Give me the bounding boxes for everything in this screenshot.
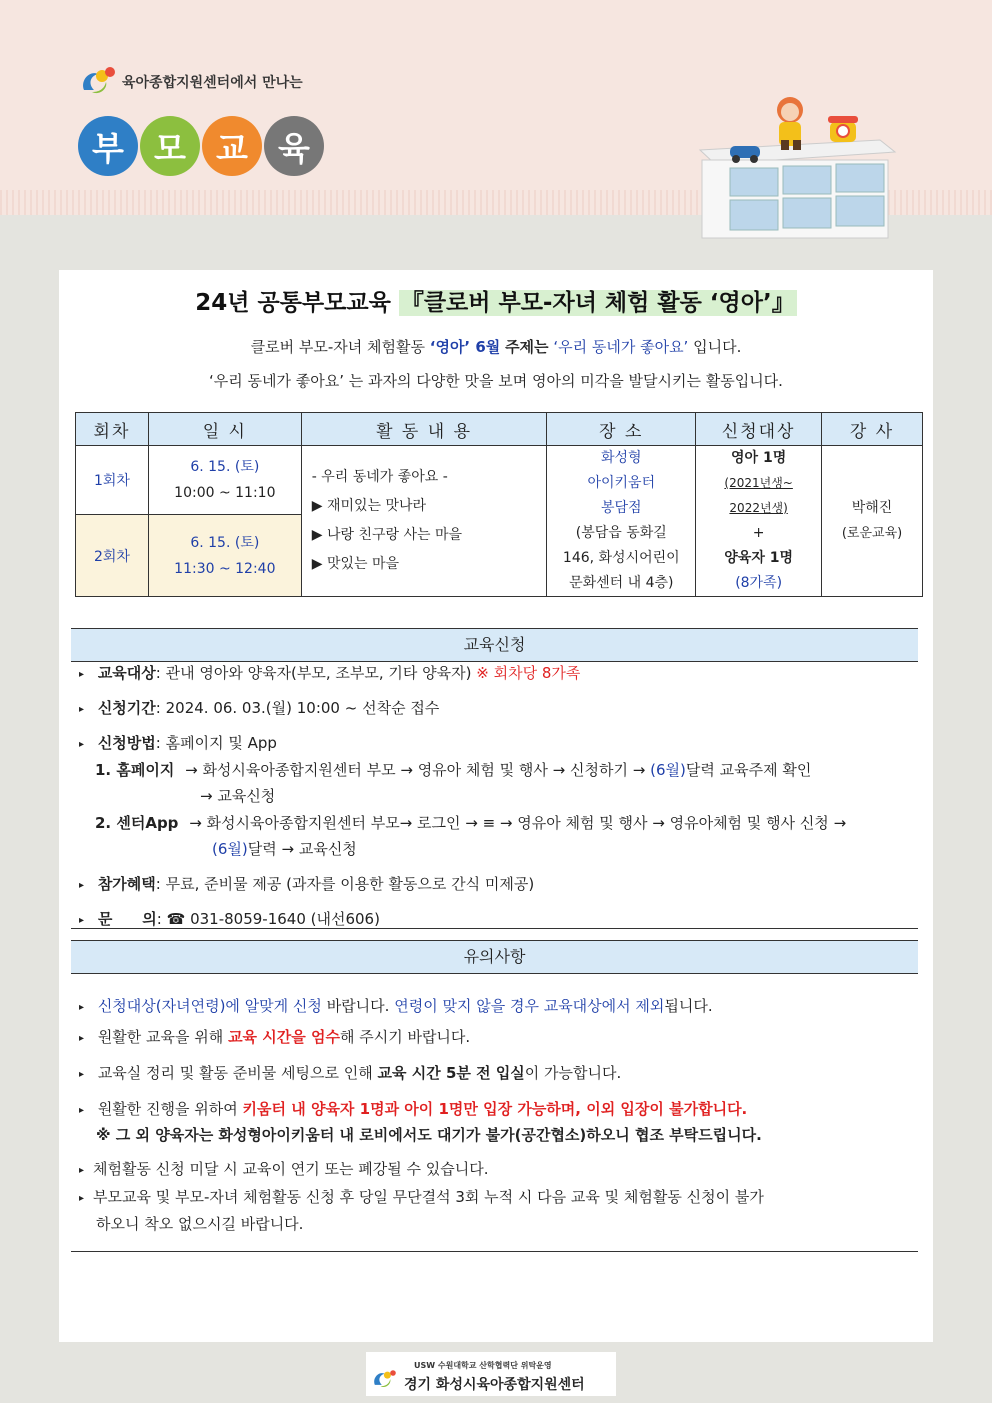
footer-logo xyxy=(366,1352,616,1396)
activity-item: ▶ 맛있는 마을 xyxy=(311,556,400,572)
title-prefix: 24년 공통부모교육 xyxy=(195,290,391,316)
note-item xyxy=(79,1026,470,1047)
teacher-cell xyxy=(822,446,923,597)
value: : 2024. 06. 03.(월) 10:00 ~ 선착순 접수 xyxy=(155,699,440,717)
method-app xyxy=(95,812,846,833)
activity-title: - 우리 동네가 좋아요 - xyxy=(311,469,448,485)
steps: → 화성시육아종합지원센터 부모→ 로그인 → ≡ → 영유아 체험 및 행사 → 영유아체험 및 행사 신청 → xyxy=(189,814,847,832)
intro-line-2: ‘우리 동네가 좋아요’ 는 과자의 다양한 맛을 보며 영아의 미각을 발달시키는 활동입니다. xyxy=(209,372,783,390)
header-subtitle: 육아종합지원센터에서 만나는 xyxy=(122,75,303,91)
activity-item: ▶ 재미있는 맛나라 xyxy=(311,498,427,514)
label: 1. 홈페이지 xyxy=(95,761,175,779)
value: : 무료, 준비물 제공 (과자를 이용한 활동으로 간식 미제공) xyxy=(155,875,535,893)
month: (6월) xyxy=(650,761,686,779)
col-header-session: 회차 xyxy=(76,413,149,446)
date-text: 6. 15. (토) xyxy=(190,534,260,551)
note-item: ▸ 체험활동 신청 미달 시 교육이 연기 또는 폐강될 수 있습니다. xyxy=(79,1158,488,1179)
session-cell: 1회차 xyxy=(76,446,149,515)
footer-operator: USW 수원대학교 산학협력단 위탁운영 xyxy=(414,1361,552,1370)
target-line: (2021년생~ xyxy=(724,476,793,490)
place-line: 146, 화성시어린이 xyxy=(562,550,680,566)
target-line: (8가족) xyxy=(735,575,783,591)
table-row xyxy=(76,446,923,515)
intro-month: ‘영아’ 6월 xyxy=(429,338,501,356)
note-item xyxy=(79,1062,621,1083)
time-text: 10:00 ~ 11:10 xyxy=(174,485,276,502)
intro-theme: ‘우리 동네가 좋아요’ xyxy=(553,338,689,356)
apply-benefit-item xyxy=(79,873,534,894)
section-divider xyxy=(71,928,918,929)
teacher-name: 박해진 xyxy=(851,500,893,516)
place-line: 화성형 xyxy=(601,450,642,466)
col-header-teacher: 강 사 xyxy=(822,413,923,446)
document-title xyxy=(0,284,992,317)
note-text: 키움터 내 양육자 1명과 아이 1명만 입장 가능하며, 이외 입장이 불가합니다. xyxy=(242,1100,748,1118)
note-text: 연령이 맞지 않을 경우 교육대상에서 제외 xyxy=(394,997,665,1015)
intro-text-e: 입니다. xyxy=(693,338,742,356)
datetime-cell xyxy=(148,515,301,597)
target-line: 2022년생) xyxy=(729,501,788,515)
toy-shelf-illustration xyxy=(690,90,900,240)
note-item xyxy=(79,995,713,1016)
label: 문 의 xyxy=(97,910,157,928)
activity-cell xyxy=(301,446,547,597)
label: 교육대상 xyxy=(97,664,156,682)
note-text: 해 주시기 바랍니다. xyxy=(339,1028,471,1046)
place-line: 문화센터 내 4층) xyxy=(569,575,674,591)
badge-gyo: 교 xyxy=(202,116,262,176)
note-text: 됩니다. xyxy=(664,997,713,1015)
method-homepage xyxy=(95,759,811,780)
apply-section-heading: 교육신청 xyxy=(71,628,918,662)
apply-method-item xyxy=(79,732,277,753)
center-logo-icon xyxy=(372,1368,400,1392)
note-text: 바랍니다. xyxy=(326,997,390,1015)
section-divider xyxy=(71,1251,918,1252)
footer-center-name: 경기 화성시육아종합지원센터 xyxy=(404,1377,585,1393)
label: 참가혜택 xyxy=(97,875,156,893)
note: ※ 회차당 8가족 xyxy=(476,664,581,682)
note-item-cont: 하오니 착오 없으시길 바랍니다. xyxy=(96,1215,304,1233)
intro-line-1 xyxy=(0,336,992,357)
apply-target-item xyxy=(79,662,580,683)
badge-yuk: 육 xyxy=(264,116,324,176)
place-line: (봉담읍 동화길 xyxy=(575,525,667,541)
col-header-activity: 활 동 내 용 xyxy=(301,413,547,446)
activity-item: ▶ 나랑 친구랑 사는 마을 xyxy=(311,527,463,543)
table-header-row xyxy=(76,413,923,446)
label: 신청기간 xyxy=(97,699,156,717)
note-text: 교육 시간 5분 전 입실 xyxy=(377,1064,525,1082)
note-subitem: ※ 그 외 양육자는 화성형아이키움터 내 로비에서도 대기가 불가(공간협소)하오니 협조 부탁드립니다. xyxy=(96,1126,762,1144)
session-cell: 2회차 xyxy=(76,515,149,597)
place-line: 봉담점 xyxy=(601,500,642,516)
center-logo-icon xyxy=(78,62,118,102)
month: (6월) xyxy=(212,840,248,858)
place-line: 아이키움터 xyxy=(587,475,656,491)
title-highlight: 『클로버 부모-자녀 체험 활동 ‘영아’』 xyxy=(400,290,795,316)
date-text: 6. 15. (토) xyxy=(190,459,260,476)
note-item xyxy=(79,1098,747,1119)
note-text: 신청대상(자녀연령)에 알맞게 신청 xyxy=(97,997,322,1015)
schedule-table xyxy=(75,412,923,597)
time-text: 11:30 ~ 12:40 xyxy=(174,560,276,577)
note-text: 교육 시간을 엄수 xyxy=(228,1028,340,1046)
apply-contact-item xyxy=(79,908,380,929)
intro-text-a: 클로버 부모-자녀 체험활동 xyxy=(250,338,425,356)
steps: → 화성시육아종합지원센터 부모 → 영유아 체험 및 행사 → 신청하기 → xyxy=(185,761,646,779)
value: : 홈페이지 및 App xyxy=(155,734,277,752)
col-header-datetime: 일 시 xyxy=(148,413,301,446)
steps-end: 달력 → 교육신청 xyxy=(247,840,357,858)
note-text: 이 가능합니다. xyxy=(524,1064,622,1082)
badge-bu: 부 xyxy=(78,116,138,176)
target-line: + xyxy=(752,525,765,541)
intro-text-c: 주제는 xyxy=(505,338,549,356)
notes-section-heading: 유의사항 xyxy=(71,940,918,974)
apply-period-item xyxy=(79,697,439,718)
teacher-org: (로운교육) xyxy=(841,526,903,541)
target-line: 영아 1명 xyxy=(731,450,787,466)
header-logo-row xyxy=(78,62,303,102)
method-homepage-cont: → 교육신청 xyxy=(200,787,276,805)
note-text: 원활한 교육을 위해 xyxy=(97,1028,224,1046)
target-cell xyxy=(696,446,822,597)
col-header-target: 신청대상 xyxy=(696,413,822,446)
target-line: 양육자 1명 xyxy=(724,550,793,566)
badge-mo: 모 xyxy=(140,116,200,176)
value: : 관내 영아와 양육자(부모, 조부모, 기타 양육자) xyxy=(155,664,472,682)
note-item: ▸ 부모교육 및 부모-자녀 체험활동 신청 후 당일 무단결석 3회 누적 시 다음 교육 및 체험활동 신청이 불가 xyxy=(79,1186,764,1207)
place-cell xyxy=(547,446,696,597)
label: 2. 센터App xyxy=(95,814,179,832)
label: 신청방법 xyxy=(97,734,156,752)
note-text: 원활한 진행을 위하여 xyxy=(97,1100,238,1118)
steps-end: 달력 교육주제 확인 xyxy=(685,761,812,779)
method-app-cont xyxy=(212,838,357,859)
datetime-cell xyxy=(148,446,301,515)
note-text: 교육실 정리 및 활동 준비물 세팅으로 인해 xyxy=(97,1064,373,1082)
value: : ☎ 031-8059-1640 (내선606) xyxy=(156,910,380,928)
parent-education-badges xyxy=(78,116,326,176)
col-header-place: 장 소 xyxy=(547,413,696,446)
